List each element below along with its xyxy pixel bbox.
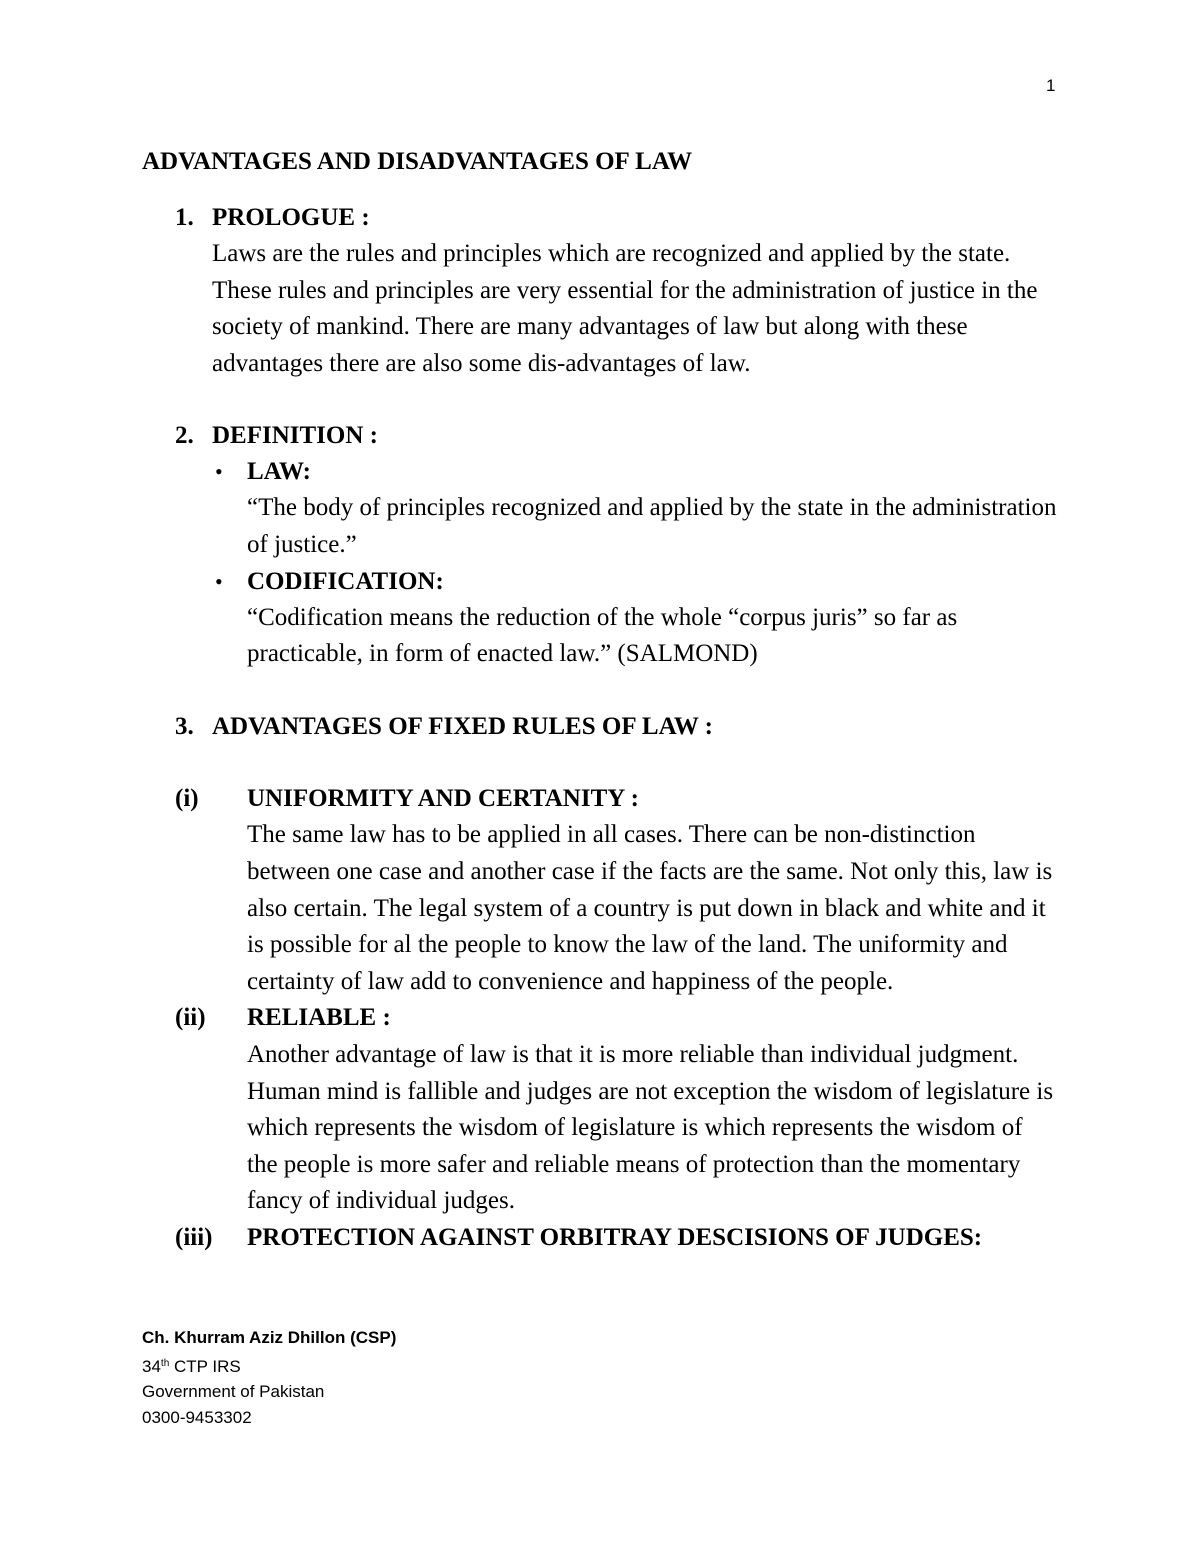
roman-numeral: (ii)	[175, 1004, 206, 1032]
definition-item-codification	[215, 564, 1200, 673]
definition-item-law	[215, 454, 1200, 563]
section-heading	[175, 418, 1200, 454]
section-heading	[175, 200, 1200, 236]
advantage-item-reliable	[175, 1000, 1200, 1220]
footer-course-number: 34	[142, 1356, 161, 1376]
page-number: 1	[1046, 76, 1056, 95]
section-number: 1.	[175, 204, 194, 231]
section-advantages	[175, 709, 1200, 745]
definition-label: LAW:	[247, 458, 311, 486]
section-title: ADVANTAGES OF FIXED RULES OF LAW :	[212, 712, 714, 740]
section-heading	[175, 709, 1200, 745]
footer-organization: Government of Pakistan	[142, 1382, 325, 1401]
roman-numeral: (iii)	[175, 1223, 213, 1251]
definition-text: “Codification means the reduction of the whole “corpus juris” so far as practicable, in form of enacted law.” (SALMOND)	[247, 603, 958, 668]
advantage-item-uniformity	[175, 781, 1200, 1001]
section-definition	[175, 418, 1200, 672]
section-number: 2.	[175, 422, 194, 450]
advantage-item-protection	[175, 1220, 1200, 1257]
footer-course-suffix: th	[160, 1357, 170, 1369]
footer-course	[142, 1351, 396, 1380]
footer-author: Ch. Khurram Aziz Dhillon (CSP)	[142, 1328, 397, 1347]
advantage-text: Another advantage of law is that it is more reliable than individual judgment. Human mind is fallible and judges are not exception the wisdom of legislature is which represents the wisdom of legislature is which represents the wisdom of the people is more safer and reliable means of protection than the momentary fancy of individual judges.	[247, 1040, 1054, 1215]
bullet-icon: •	[215, 459, 223, 485]
section-title: DEFINITION :	[212, 422, 378, 450]
document-body	[0, 200, 1200, 1256]
advantage-label: PROTECTION AGAINST ORBITRAY DESCISIONS OF JUDGES:	[247, 1223, 983, 1251]
section-number: 3.	[175, 712, 194, 740]
advantage-label: RELIABLE :	[247, 1004, 391, 1032]
footer-phone: 0300-9453302	[142, 1407, 252, 1427]
definition-label: CODIFICATION:	[247, 567, 444, 595]
prologue-paragraph: Laws are the rules and principles which are recognized and applied by the state. These rules and principles are very essential for the administration of justice in the society of mankind. There are many advantages of law but along with these advantages there are also some dis-advantages of law.	[212, 240, 1038, 377]
section-title: PROLOGUE :	[212, 204, 370, 231]
roman-numeral: (i)	[175, 784, 199, 812]
definition-text: “The body of principles recognized and applied by the state in the administration of justice.”	[247, 494, 1057, 558]
advantage-text: The same law has to be applied in all cases. There can be non-distinction between one case and another case if the facts are the same. Not only this, law is also certain. The legal system of a country is put down in black and white and it is possible for al the people to know the law of the land. The uniformity and certainty of law add to convenience and happiness of the people.	[247, 821, 1053, 995]
section-prologue	[175, 200, 1200, 382]
footer-course-name: CTP IRS	[169, 1356, 241, 1376]
document-title: ADVANTAGES AND DISADVANTAGES OF LAW	[142, 148, 693, 175]
bullet-icon: •	[215, 568, 223, 594]
page-footer	[142, 1325, 396, 1430]
advantage-label: UNIFORMITY AND CERTANITY :	[247, 784, 639, 812]
